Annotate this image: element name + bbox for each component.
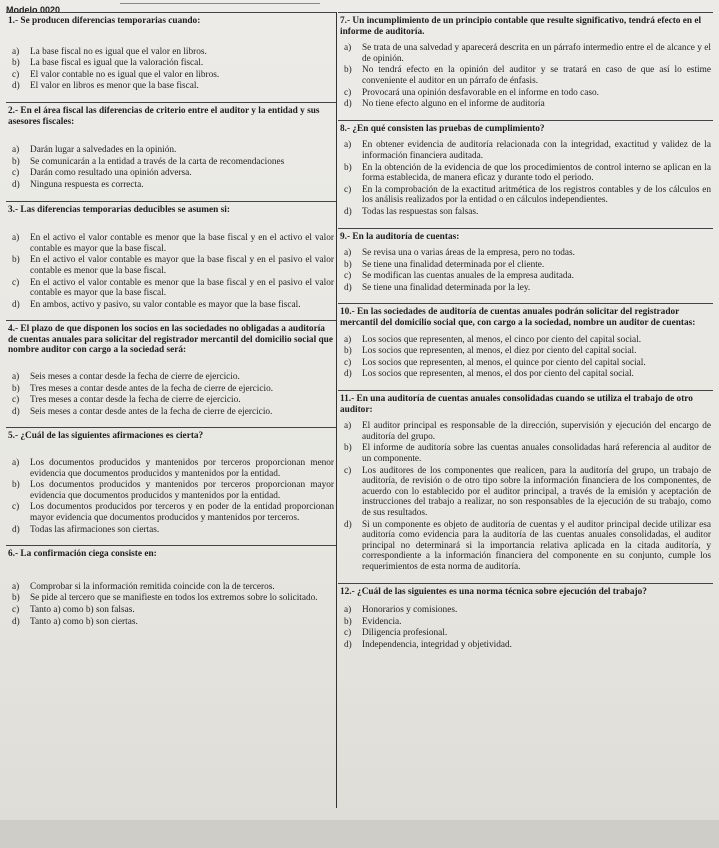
option-letter: d) [12, 179, 20, 190]
question-left-3 [6, 201, 336, 321]
answer-option [340, 185, 711, 206]
answer-option [8, 47, 334, 58]
option-text: En el activo el valor contable es menor que la base fiscal y en el activo el valor contable es mayor que la base fiscal. [30, 233, 334, 254]
option-letter: a) [12, 145, 20, 156]
option-text: Tres meses a contar desde la fecha de cierre de ejercicio. [30, 395, 241, 406]
option-text: El valor en libros es menor que la base fiscal. [30, 81, 199, 92]
answer-option [340, 207, 711, 218]
option-letter: c) [344, 357, 352, 368]
option-letter: a) [12, 372, 20, 383]
option-text: Tanto a) como b) son falsas. [30, 604, 135, 615]
option-text: En obtener evidencia de auditoría relacionada con la integridad, exactitud y validez de la información financiera auditada. [362, 140, 711, 161]
option-letter: d) [344, 99, 352, 110]
option-text: Se comunicarán a la entidad a través de la carta de recomendaciones [30, 156, 285, 167]
answer-option [8, 278, 334, 299]
option-letter: c) [12, 168, 20, 179]
answer-option [340, 421, 711, 442]
option-letter: c) [12, 277, 20, 288]
answer-option [8, 593, 334, 604]
answer-option [340, 466, 711, 519]
answer-option [8, 145, 334, 156]
left-column [6, 12, 336, 637]
option-text: Los socios que representen, al menos, el quince por ciento del capital social. [362, 357, 646, 368]
option-letter: d) [12, 616, 20, 627]
option-text: Se modifican las cuentas anuales de la empresa auditada. [362, 271, 574, 282]
option-text: Darán como resultado una opinión adversa. [30, 168, 192, 179]
option-text: No tendrá efecto en la opinión del auditor y se tratará en caso de que así lo estime conveniente el auditor en un párrafo de énfasis. [362, 65, 711, 86]
option-text: Los documentos producidos y mantenidos por terceros proporcionan mayor evidencia que documentos producidos y mantenidos por la entidad. [30, 480, 334, 501]
option-text: Los documentos producidos por terceros y en poder de la entidad proporcionan mayor evidencia que documentos producidos y mantenidos por terceros. [30, 502, 334, 523]
option-text: Si un componente es objeto de auditoría de cuentas y el auditor principal decide utilizar esa auditoría como evidencia para la auditoría de las cuentas anuales consolidadas, el auditor principal no determinará si la importancia relativa aplicada en la citada auditoría, y correspondiente a la información financiera del componente en su conjunto, cumple los requerimientos de esta norma de auditoría. [362, 519, 711, 572]
question-left-2 [6, 102, 336, 201]
answer-option [8, 407, 334, 418]
option-text: El valor contable no es igual que el valor en libros. [30, 69, 220, 80]
question-right-1 [338, 12, 713, 120]
answer-option [340, 640, 711, 651]
answer-option [340, 271, 711, 282]
option-letter: a) [344, 248, 352, 259]
answer-option [340, 260, 711, 271]
option-text: Evidencia. [362, 616, 402, 627]
question-left-4 [6, 320, 336, 427]
option-text: Seis meses a contar desde antes de la fecha de cierre de ejercicio. [30, 406, 273, 417]
right-column [338, 12, 713, 661]
answer-option [8, 384, 334, 395]
answer-option [8, 255, 334, 276]
answer-option [340, 617, 711, 628]
option-letter: a) [344, 605, 352, 616]
question-title: 10.- En las sociedades de auditoría de cuentas anuales podrán solicitar del registrador mercantil del domicilio social que, con cargo a la sociedad, nombre un auditor de cuentas: [340, 307, 696, 329]
option-text: Tres meses a contar desde antes de la fecha de cierre de ejercicio. [30, 383, 274, 394]
option-text: La base fiscal es igual que la valoración fiscal. [30, 58, 204, 69]
answer-option [340, 163, 711, 184]
question-title: 12.- ¿Cuál de las siguientes es una norma técnica sobre ejecución del trabajo? [340, 586, 647, 597]
answer-option [8, 233, 334, 254]
option-text: En el activo el valor contable es menor que la base fiscal y en el pasivo el valor contable es mayor que la base fiscal. [30, 277, 334, 299]
option-text: En el activo el valor contable es mayor que la base fiscal y en el pasivo el valor contable es menor que la base fiscal. [30, 255, 334, 276]
option-letter: b) [12, 480, 20, 491]
option-letter: b) [12, 255, 20, 266]
question-right-2 [338, 120, 713, 228]
option-letter: b) [344, 346, 352, 357]
option-letter: b) [344, 65, 352, 76]
option-text: Comprobar si la información remitida coincide con la de terceros. [30, 581, 275, 592]
answer-option [340, 605, 711, 616]
option-text: Independencia, integridad y objetividad. [362, 639, 512, 650]
option-text: Los socios que representen, al menos, el dos por ciento del capital social. [362, 369, 634, 380]
question-title: 5.- ¿Cuál de las siguientes afirmaciones es cierta? [8, 431, 204, 442]
option-text: El auditor principal es responsable de la dirección, supervisión y ejecución del encargo de auditoría del grupo. [362, 421, 711, 442]
option-text: Los socios que representen, al menos, el cinco por ciento del capital social. [362, 334, 642, 345]
option-letter: a) [344, 421, 352, 432]
option-letter: b) [344, 443, 352, 454]
option-text: Los socios que representen, al menos, el diez por ciento del capital social. [362, 346, 637, 357]
option-letter: c) [344, 465, 352, 476]
option-letter: a) [12, 581, 20, 592]
option-letter: c) [12, 604, 20, 615]
option-letter: d) [12, 406, 20, 417]
option-text: Diligencia profesional. [362, 628, 448, 639]
answer-option [340, 335, 711, 346]
answer-option [8, 525, 334, 536]
answer-option [340, 65, 711, 86]
option-text: Tanto a) como b) son ciertas. [30, 616, 138, 627]
answer-option [8, 157, 334, 168]
question-title: 8.- ¿En qué consisten las pruebas de cumplimiento? [340, 123, 545, 134]
answer-option [8, 605, 334, 616]
answer-option [8, 502, 334, 523]
option-text: Los auditores de los componentes que realicen, para la auditoría del grupo, un trabajo de auditoría, de revisión o de otro tipo sobre la información financiera de los componentes, de acuerdo con lo establecido por el auditor principal, a través de la emisión y aceptación de instrucciones del trabajo a realizar, no son responsables de la ejecución de su trabajo, como de sus resultados. [362, 465, 711, 518]
question-right-5 [338, 390, 713, 583]
option-text: Seis meses a contar desde la fecha de cierre de ejercicio. [30, 372, 240, 383]
answer-option [340, 358, 711, 369]
answer-option [8, 81, 334, 92]
answer-option [8, 168, 334, 179]
answer-option [340, 43, 711, 64]
option-text: Se trata de una salvedad y aparecerá descrita en un párrafo intermedio entre el de alcance y el de opinión. [362, 43, 711, 64]
option-text: Honorarios y comisiones. [362, 605, 458, 616]
option-letter: d) [344, 639, 352, 650]
option-letter: c) [344, 87, 352, 98]
question-title: 4.- El plazo de que disponen los socios en las sociedades no obligadas a auditoría de cuentas anuales para solicitar del registrador mercantil del domicilio social que nombre auditor con cargo a la sociedad será: [8, 324, 333, 356]
answer-option [340, 520, 711, 573]
option-letter: a) [344, 334, 352, 345]
question-title: 3.- Las diferencias temporarias deducibles se asumen si: [8, 204, 230, 215]
option-letter: b) [344, 162, 352, 173]
answer-option [340, 443, 711, 464]
option-letter: c) [344, 628, 352, 639]
option-text: Se revisa una o varias áreas de la empresa, pero no todas. [362, 248, 575, 259]
option-letter: d) [12, 299, 20, 310]
option-letter: d) [344, 282, 352, 293]
answer-option [340, 88, 711, 99]
option-text: Se pide al tercero que se manifieste en todos los extremos sobre lo solicitado. [30, 593, 318, 604]
option-letter: b) [12, 593, 20, 604]
answer-option [8, 480, 334, 501]
answer-option [8, 582, 334, 593]
answer-option [340, 628, 711, 639]
answer-option [8, 58, 334, 69]
option-letter: b) [12, 156, 20, 167]
option-text: En la comprobación de la exactitud aritmética de los registros contables y de los cálculos en los análisis realizados por la entidad o en cálculos independientes. [362, 184, 711, 206]
question-left-1 [6, 12, 336, 102]
answer-option [340, 369, 711, 380]
model-label: Modelo 0020 [6, 5, 61, 15]
option-letter: d) [344, 206, 352, 217]
option-letter: a) [12, 233, 20, 244]
answer-option [8, 617, 334, 628]
option-letter: a) [344, 140, 352, 151]
answer-option [340, 248, 711, 259]
answer-option [8, 372, 334, 383]
option-text: No tiene efecto alguno en el informe de auditoría [362, 99, 545, 110]
option-letter: d) [344, 519, 352, 530]
question-title: 9.- En la auditoría de cuentas: [340, 231, 460, 242]
question-right-4 [338, 303, 713, 390]
answer-option [340, 283, 711, 294]
option-letter: c) [12, 502, 20, 513]
question-right-6 [338, 583, 713, 661]
option-text: Se tiene una finalidad determinada por la ley. [362, 282, 531, 293]
question-title: 6.- La confirmación ciega consiste en: [8, 549, 157, 560]
option-text: La base fiscal no es igual que el valor en libros. [30, 46, 207, 57]
answer-option [8, 70, 334, 81]
answer-option [340, 140, 711, 161]
question-title: 1.- Se producen diferencias temporarias cuando: [8, 16, 201, 26]
question-left-6 [6, 545, 336, 637]
column-divider [336, 12, 337, 808]
option-letter: b) [344, 259, 352, 270]
page-bottom-edge [0, 820, 719, 848]
answer-option [8, 395, 334, 406]
option-text: Darán lugar a salvedades en la opinión. [30, 145, 177, 156]
option-letter: c) [12, 69, 20, 80]
option-letter: a) [344, 43, 352, 54]
option-text: Los documentos producidos y mantenidos por terceros proporcionan menor evidencia que documentos producidos y mantenidos por la entidad. [30, 458, 334, 479]
option-text: Se tiene una finalidad determinada por el cliente. [362, 259, 545, 270]
option-letter: d) [344, 369, 352, 380]
question-right-3 [338, 228, 713, 304]
option-text: Ninguna respuesta es correcta. [30, 179, 144, 190]
answer-option [8, 300, 334, 311]
option-letter: a) [12, 458, 20, 469]
top-rule [120, 0, 320, 4]
question-title: 7.- Un incumplimiento de un principio contable que resulte significativo, tendrá efecto en el informe de auditoría. [340, 16, 702, 37]
option-text: El informe de auditoría sobre las cuentas anuales consolidadas hará referencia al auditor de un componente. [362, 443, 711, 464]
question-title: 11.- En una auditoría de cuentas anuales consolidadas cuando se utiliza el trabajo de otro auditor: [340, 394, 693, 415]
answer-option [340, 99, 711, 110]
option-letter: c) [344, 184, 352, 195]
option-letter: c) [12, 395, 20, 406]
answer-option [8, 458, 334, 479]
question-left-5 [6, 427, 336, 545]
option-letter: b) [12, 383, 20, 394]
option-text: Todas las afirmaciones son ciertas. [30, 524, 160, 535]
answer-option [8, 180, 334, 191]
option-letter: d) [12, 524, 20, 535]
option-text: En ambos, activo y pasivo, su valor contable es mayor que la base fiscal. [30, 299, 301, 310]
option-text: Provocará una opinión desfavorable en el informe en todo caso. [362, 87, 599, 98]
option-text: En la obtención de la evidencia de que los procedimientos de control interno se aplican en la forma establecida, de manera eficaz y durante todo el periodo. [362, 162, 711, 184]
option-letter: d) [12, 81, 20, 92]
option-letter: c) [344, 271, 352, 282]
option-letter: a) [12, 46, 20, 57]
answer-option [340, 346, 711, 357]
question-title: 2.- En el área fiscal las diferencias de criterio entre el auditor y la entidad y sus asesores fiscales: [8, 105, 320, 127]
option-text: Todas las respuestas son falsas. [362, 206, 479, 217]
option-letter: b) [344, 616, 352, 627]
option-letter: b) [12, 58, 20, 69]
